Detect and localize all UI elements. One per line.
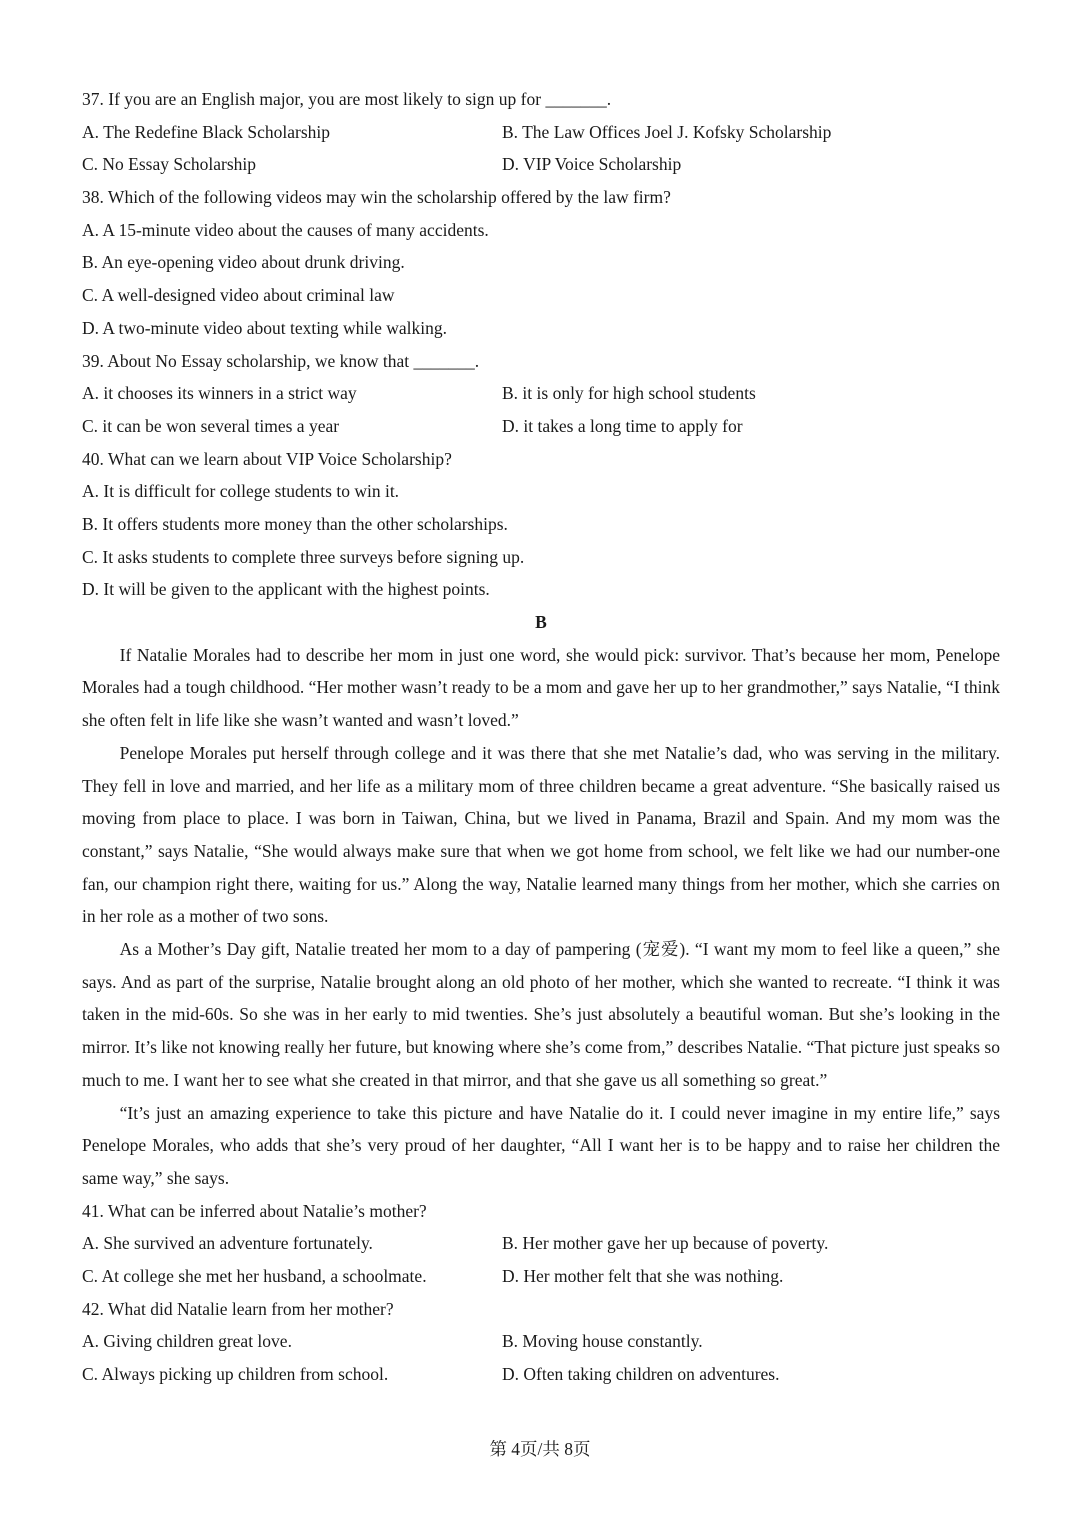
option: D. VIP Voice Scholarship	[502, 154, 682, 175]
option: A. The Redefine Black Scholarship	[82, 121, 331, 142]
options-row	[82, 1358, 1000, 1391]
options-row	[82, 377, 1000, 410]
option: C. it can be won several times a year	[82, 415, 340, 436]
section-heading: B	[535, 612, 547, 632]
option: C. At college she met her husband, a schoolmate.	[82, 1266, 427, 1287]
option: B. An eye-opening video about drunk driving.	[82, 252, 405, 273]
option: A. It is difficult for college students to win it.	[82, 481, 400, 502]
question-stem: 41. What can be inferred about Natalie’s mother?	[82, 1200, 427, 1221]
passage-paragraph: Penelope Morales put herself through college and it was there that she met Natalie’s dad, who was serving in the military. They fell in love and married, and her life as a military mom of three children became a great adventure. “She basically raised us moving from place to place. I was born in Taiwan, China, but we lived in Panama, Brazil and Spain. And my mom was the constant,” says Natalie, “She would always make sure that when we got home from school, we felt like we had our number-one fan, our champion right there, waiting for us.” Along the way, Natalie learned many things from her mother, which she carries on in her role as a mother of two sons.	[82, 742, 1000, 927]
option: D. Often taking children on adventures.	[502, 1364, 780, 1385]
question-stem: 37. If you are an English major, you are most likely to sign up for _______.	[82, 89, 612, 109]
option: A. it chooses its winners in a strict way	[82, 383, 357, 404]
options-row	[82, 410, 1000, 443]
options-row	[82, 148, 1000, 181]
option: C. A well-designed video about criminal law	[82, 285, 395, 306]
option: B. It offers students more money than the other scholarships.	[82, 513, 508, 534]
exam-page	[82, 83, 1000, 1391]
option: D. A two-minute video about texting while walking.	[82, 317, 448, 338]
options-row	[82, 1260, 1000, 1293]
question-stem: 39. About No Essay scholarship, we know that _______.	[82, 350, 480, 371]
question-stem: 40. What can we learn about VIP Voice Scholarship?	[82, 448, 452, 469]
option: A. She survived an adventure fortunately.	[82, 1233, 373, 1254]
option: B. Moving house constantly.	[502, 1331, 703, 1352]
option: D. It will be given to the applicant with the highest points.	[82, 579, 490, 600]
options-row	[82, 116, 1000, 149]
passage-paragraph: As a Mother’s Day gift, Natalie treated her mom to a day of pampering (宠爱). “I want my mom to feel like a queen,” she says. And as part of the surprise, Natalie brought along an old photo of her mother, which she wanted to recreate. “I think it was taken in the mid-60s. So she was in her early to mid twenties. She’s just absolutely a beautiful woman. But she’s looking in the mirror. It’s like not knowing really her future, but knowing where she’s come from,” describes Natalie. “That picture just speaks so much to me. I want her to see what she created in that mirror, and that she gave us all something so great.”	[82, 939, 1000, 1090]
option: D. Her mother felt that she was nothing.	[502, 1266, 784, 1287]
passage-paragraph: If Natalie Morales had to describe her mom in just one word, she would pick: survivor. That’s because her mom, Penelope Morales had a tough childhood. “Her mother wasn’t ready to be a mom and gave her up to her grandmother,” says Natalie, “I think she often felt in life like she wasn’t wanted and wasn’t loved.”	[82, 644, 1000, 731]
option: C. No Essay Scholarship	[82, 154, 257, 175]
option: C. Always picking up children from school.	[82, 1364, 389, 1385]
options-row	[82, 1325, 1000, 1358]
option: C. It asks students to complete three surveys before signing up.	[82, 546, 525, 567]
option: D. it takes a long time to apply for	[502, 415, 743, 436]
options-row	[82, 1227, 1000, 1260]
option: A. A 15-minute video about the causes of many accidents.	[82, 219, 489, 240]
page-number: 第 4页/共 8页	[489, 1439, 591, 1459]
option: B. The Law Offices Joel J. Kofsky Scholarship	[502, 121, 832, 142]
option: B. it is only for high school students	[502, 383, 756, 404]
option: A. Giving children great love.	[82, 1331, 292, 1352]
passage-paragraph: “It’s just an amazing experience to take this picture and have Natalie do it. I could never imagine in my entire life,” says Penelope Morales, who adds that she’s very proud of her daughter, “All I want her is to be happy and to raise her children the same way,” she says.	[82, 1102, 1000, 1188]
option: B. Her mother gave her up because of poverty.	[502, 1233, 829, 1254]
question-stem: 42. What did Natalie learn from her mother?	[82, 1298, 394, 1319]
question-stem: 38. Which of the following videos may win the scholarship offered by the law firm?	[82, 187, 671, 208]
